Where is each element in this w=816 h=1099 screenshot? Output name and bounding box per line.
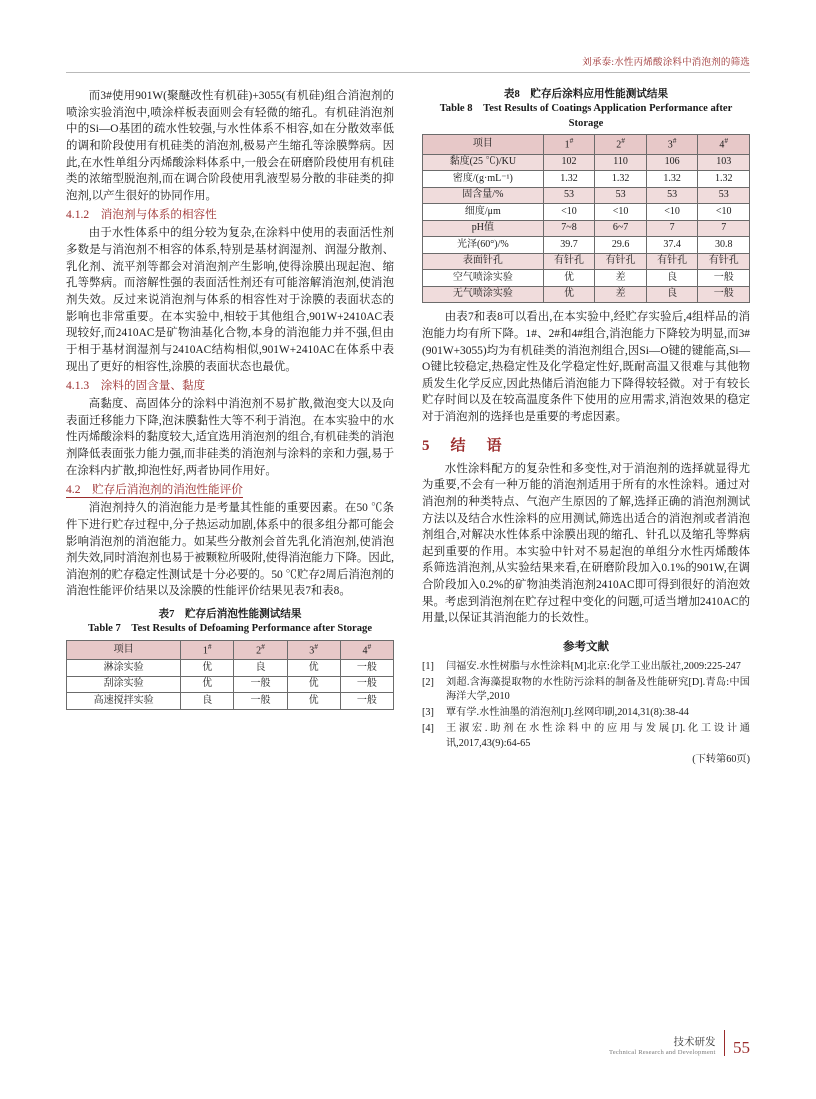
table-8-cell: 7 xyxy=(698,220,750,237)
table-row xyxy=(423,270,750,287)
table-7-row-label: 淋涂实验 xyxy=(67,660,181,677)
table-8-cell: 53 xyxy=(646,187,698,204)
table-8-cell: 1.32 xyxy=(543,171,595,188)
table-7-header-cell: 2# xyxy=(234,640,287,660)
table-8-cell: 差 xyxy=(595,286,647,303)
table-8-cell: 102 xyxy=(543,154,595,171)
table-8-cell: 110 xyxy=(595,154,647,171)
table-8-header-cell: 4# xyxy=(698,134,750,154)
table-8-cell: 53 xyxy=(543,187,595,204)
footer-label-cn: 技术研发 xyxy=(673,1037,716,1049)
table-row xyxy=(67,693,394,710)
table-8-cell: 106 xyxy=(646,154,698,171)
table-8-cell: 一般 xyxy=(698,286,750,303)
table-7-row-label: 高速搅拌实验 xyxy=(67,693,181,710)
paragraph: 高黏度、高固体分的涂料中消泡剂不易扩散,微泡变大以及向表面迁移能力下降,泡沫膜黏性大等不利于消泡。在本实验中的水性丙烯酸涂料的黏度较大,适宜选用消泡剂的组合,有机硅类的消泡剂降低表面张力能力强,而非硅类的消泡剂与涂料的亲和力强,易于在涂料内扩散,抑泡性好,两者协同作用好。 xyxy=(66,398,394,477)
table-7-cell: 一般 xyxy=(234,676,287,693)
table-8 xyxy=(422,134,750,303)
table-row xyxy=(423,187,750,204)
table-7-caption-en: Table 7 Test Results of Defoaming Performance after Storage xyxy=(87,623,373,635)
right-column xyxy=(422,88,750,768)
table-row xyxy=(423,154,750,171)
reference-text: 刘超.含海藻提取物的水性防污涂料的制备及性能研究[D].青岛:中国海洋大学,2010 xyxy=(446,676,750,703)
reference-item xyxy=(422,706,750,721)
footer-label xyxy=(609,1037,715,1057)
reference-number: [4] xyxy=(422,722,434,734)
paragraph: 由于水性体系中的组分较为复杂,在涂料中使用的表面活性剂多数是与消泡剂不相容的体系,特别是基材润湿剂、润湿分散剂、乳化剂、流平剂等都会对消泡剂产生影响,使得涂膜出现起泡、缩孔等弊病。而溶解性强的表面活性剂还有可能溶解消泡剂,使消泡剂失效。反过来说消泡剂与体系的相容性对于涂膜的表面状态的影响也非常重要。在本实验中,相较于其他组合,901W+2410AC表现较好,而2410AC是矿物油基化合物,本身的消泡能力并不强,但由于相于基材润湿剂与2410AC结构相似,901W+2410AC在体系中表现出了更好的相容性,涂膜的表面状态也最优。 xyxy=(66,227,394,373)
page-footer xyxy=(609,1030,750,1057)
continued-note: (下转第60页) xyxy=(692,754,750,766)
table-7-header-cell: 3# xyxy=(287,640,340,660)
footer-divider xyxy=(724,1030,726,1056)
table-7-cell: 一般 xyxy=(340,660,393,677)
table-8-caption-en: Table 8 Test Results of Coatings Application Performance after Storage xyxy=(439,103,733,129)
section-heading-5: 5 结 语 xyxy=(422,437,505,454)
table-8-cell: 6~7 xyxy=(595,220,647,237)
table-8-cell: <10 xyxy=(595,204,647,221)
table-7-cell: 优 xyxy=(287,676,340,693)
table-7-header-cell: 项目 xyxy=(67,640,181,660)
table-8-cell: 29.6 xyxy=(595,237,647,254)
table-row xyxy=(67,660,394,677)
table-8-row-label: 固含量/% xyxy=(423,187,544,204)
table-8-block xyxy=(422,88,750,303)
table-7-cell: 良 xyxy=(234,660,287,677)
table-7-caption xyxy=(66,608,394,637)
table-row xyxy=(423,253,750,270)
table-7 xyxy=(66,640,394,710)
table-8-row-label: 空气喷涂实验 xyxy=(423,270,544,287)
reference-item xyxy=(422,660,750,675)
table-8-header-cell: 2# xyxy=(595,134,647,154)
table-7-cell: 一般 xyxy=(340,676,393,693)
reference-item xyxy=(422,676,750,706)
table-7-cell: 良 xyxy=(181,693,234,710)
table-8-cell: 一般 xyxy=(698,270,750,287)
table-8-row-label: 无气喷涂实验 xyxy=(423,286,544,303)
footer-label-en: Technical Research and Development xyxy=(609,1049,716,1057)
table-8-cell: 103 xyxy=(698,154,750,171)
table-8-cell: 7 xyxy=(646,220,698,237)
reference-text: 王淑宏.助剂在水性涂料中的应用与发展[J].化工设计通讯,2017,43(9):64-65 xyxy=(446,722,750,749)
table-7-cell: 优 xyxy=(287,660,340,677)
table-8-cell: 7~8 xyxy=(543,220,595,237)
table-7-cell: 优 xyxy=(181,676,234,693)
paragraph: 消泡剂持久的消泡能力是考量其性能的重要因素。在50 ℃条件下进行贮存过程中,分子热运动加剧,体系中的很多组分都可能会影响消泡剂的消泡能力。如某些分散剂会首先乳化消泡剂,使消泡剂失效,同时消泡剂也易于被颗粒所吸附,使得消泡能力下降。因此,消泡剂的贮存稳定性测试是十分必要的。50 ℃贮存2周后消泡剂的消泡性能评价结果以及涂膜的性能评价结果见表7和表8。 xyxy=(66,502,394,598)
table-8-row-label: 光泽(60°)/% xyxy=(423,237,544,254)
table-8-cell: 有针孔 xyxy=(698,253,750,270)
table-row xyxy=(423,171,750,188)
left-column xyxy=(66,88,394,716)
table-8-header-cell: 3# xyxy=(646,134,698,154)
table-7-block xyxy=(66,608,394,710)
reference-number: [3] xyxy=(422,707,434,719)
section-heading-4-1-2: 4.1.2 消泡剂与体系的相容性 xyxy=(66,208,217,222)
table-8-cell: 39.7 xyxy=(543,237,595,254)
table-8-cell: 53 xyxy=(698,187,750,204)
paragraph: 水性涂料配方的复杂性和多变性,对于消泡剂的选择就显得尤为重要,不会有一种万能的消泡剂适用于所有的水性涂料。通过对消泡剂的种类特点、气泡产生原因的了解,选择正确的消泡剂测试方法以及结合水性涂料的应用测试,筛选出适合的消泡剂或者消泡剂组合,对解决水性体系中涂膜出现的缩孔、针孔以及缩孔等弊病起到重要的作用。本实验中针对不易起泡的单组分水性丙烯酸体系筛选消泡剂,从实验结果来看,在研磨阶段加入0.1%的901W,在调合阶段加入0.2%的矿物油类消泡剂2410AC即可得到很好的消泡效果。考虑到消泡剂在贮存过程中变化的问题,可适当增加2410AC的用量,以保证其消泡能力的长效性。 xyxy=(422,462,750,625)
table-7-row-label: 刮涂实验 xyxy=(67,676,181,693)
table-8-cell: 有针孔 xyxy=(543,253,595,270)
table-row xyxy=(423,220,750,237)
table-8-cell: 良 xyxy=(646,270,698,287)
table-8-cell: 1.32 xyxy=(595,171,647,188)
running-head-rule xyxy=(66,72,750,73)
table-8-cell: 30.8 xyxy=(698,237,750,254)
table-row xyxy=(423,134,750,154)
reference-item xyxy=(422,722,750,752)
table-row xyxy=(67,676,394,693)
table-8-header-cell: 项目 xyxy=(423,134,544,154)
table-7-cell: 优 xyxy=(181,660,234,677)
table-8-cell: 优 xyxy=(543,270,595,287)
table-8-cell: 良 xyxy=(646,286,698,303)
table-8-caption-cn: 表8 贮存后涂料应用性能测试结果 xyxy=(503,89,669,100)
table-8-row-label: pH值 xyxy=(423,220,544,237)
running-head: 刘承泰:水性丙烯酸涂料中消泡剂的筛选 xyxy=(582,58,750,68)
table-7-header-cell: 1# xyxy=(181,640,234,660)
section-heading-4-2-text: 4.2 贮存后消泡剂的消泡性能评价 xyxy=(66,483,243,497)
table-8-cell: 有针孔 xyxy=(646,253,698,270)
table-8-cell: 优 xyxy=(543,286,595,303)
table-8-cell: 37.4 xyxy=(646,237,698,254)
table-8-cell: <10 xyxy=(698,204,750,221)
paragraph: 由表7和表8可以看出,在本实验中,经贮存实验后,4组样品的消泡能力均有所下降。1#、2#和4#组合,消泡能力下降较为明显,而3#(901W+3055)均为有机硅类的消泡剂组合,因Si—O键的键能高,Si—O键比较稳定,热稳定性及化学稳定性好,既耐高温又很难与其他物质发生化学反应,因此热储后消泡能力下降得较轻微。对于有较长贮存时间以及在较高温度条件下使用的应用需求,消泡效果的稳定对于消泡剂的选择也是重要的考虑因素。 xyxy=(422,311,750,424)
section-heading-4-2 xyxy=(66,482,394,499)
table-row xyxy=(423,237,750,254)
section-heading-4-1-3: 4.1.3 涂料的固含量、黏度 xyxy=(66,379,206,393)
table-7-caption-cn: 表7 贮存后消泡性能测试结果 xyxy=(158,609,302,621)
table-8-cell: 1.32 xyxy=(698,171,750,188)
table-7-cell: 一般 xyxy=(234,693,287,710)
reference-number: [1] xyxy=(422,660,434,672)
table-8-header-cell: 1# xyxy=(543,134,595,154)
table-8-cell: 1.32 xyxy=(646,171,698,188)
table-8-cell: 有针孔 xyxy=(595,253,647,270)
table-8-row-label: 表面针孔 xyxy=(423,253,544,270)
table-8-caption xyxy=(422,88,750,131)
table-8-cell: 53 xyxy=(595,187,647,204)
paragraph: 而3#使用901W(聚醚改性有机硅)+3055(有机硅)组合消泡剂的喷涂实验消泡中,喷涂样板表面则会有轻微的缩孔。有机硅消泡剂中的Si—O基团的疏水性较强,与水性体系不相容,如在分散效率低的调和阶段使用有机硅类的消泡剂,极易产生缩孔等涂膜弊病。因此,在水性单组分丙烯酸涂料体系中,一般会在研磨阶段使用有机硅类的浓缩型脱泡剂,而在调合阶段使用乳液型易分散的非硅类的抑泡剂,以产生很好的协同作用。 xyxy=(66,90,394,202)
table-row xyxy=(423,286,750,303)
reference-number: [2] xyxy=(422,676,434,688)
references-title: 参考文献 xyxy=(563,641,609,653)
table-8-cell: <10 xyxy=(543,204,595,221)
table-7-cell: 优 xyxy=(287,693,340,710)
table-8-row-label: 黏度(25 ℃)/KU xyxy=(423,154,544,171)
table-8-cell: <10 xyxy=(646,204,698,221)
page-number: 55 xyxy=(733,1038,750,1057)
table-row xyxy=(67,640,394,660)
table-row xyxy=(423,204,750,221)
table-8-row-label: 密度/(g·mL⁻¹) xyxy=(423,171,544,188)
table-7-header-cell: 4# xyxy=(340,640,393,660)
table-7-cell: 一般 xyxy=(340,693,393,710)
reference-text: 闫福安.水性树脂与水性涂料[M]北京:化学工业出版社,2009:225-247 xyxy=(446,660,741,672)
table-8-row-label: 细度/μm xyxy=(423,204,544,221)
reference-text: 覃有学.水性油墨的消泡剂[J].丝网印刷,2014,31(8):38-44 xyxy=(446,707,689,719)
table-8-cell: 差 xyxy=(595,270,647,287)
